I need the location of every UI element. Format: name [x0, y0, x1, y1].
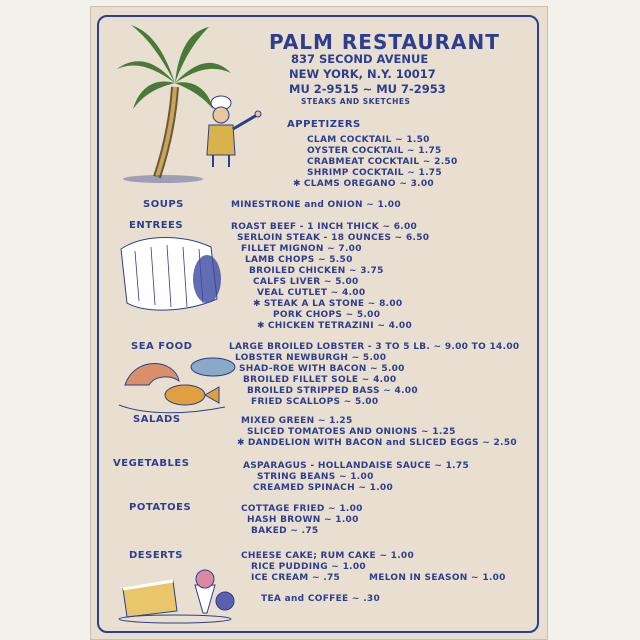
menu-item: ✱ DANDELION WITH BACON and SLICED EGGS ~ 2.50 [237, 438, 517, 448]
menu-item: ICE CREAM ~ .75 [251, 573, 341, 583]
menu-item: CREAMED SPINACH ~ 1.00 [253, 483, 394, 493]
menu-item: FILLET MIGNON ~ 7.00 [241, 244, 362, 254]
menu-item: RICE PUDDING ~ 1.00 [251, 562, 366, 572]
section-title-appetizers: APPETIZERS [287, 119, 361, 130]
menu-item: FRIED SCALLOPS ~ 5.00 [251, 397, 379, 407]
section-title-entrees: ENTREES [129, 220, 184, 231]
menu-item: BROILED FILLET SOLE ~ 4.00 [243, 375, 397, 385]
section-title-salads: SALADS [133, 414, 181, 425]
menu-item: MELON IN SEASON ~ 1.00 [369, 573, 506, 583]
star-marker: ✱ [257, 321, 265, 331]
section-title-potatoes: POTATOES [129, 502, 192, 513]
star-marker: ✱ [253, 299, 261, 309]
menu-item: ✱ CHICKEN TETRAZINI ~ 4.00 [257, 321, 413, 331]
menu-item: ✱ CLAMS OREGANO ~ 3.00 [293, 179, 434, 189]
menu-item: PORK CHOPS ~ 5.00 [273, 310, 381, 320]
menu-item: CHEESE CAKE; RUM CAKE ~ 1.00 [241, 551, 415, 561]
section-title-soups: SOUPS [143, 199, 184, 210]
section-title-vegetables: VEGETABLES [113, 458, 190, 469]
menu-item: SLICED TOMATOES AND ONIONS ~ 1.25 [247, 427, 456, 437]
menu-item: COTTAGE FRIED ~ 1.00 [241, 504, 363, 514]
menu-item: ASPARAGUS - HOLLANDAISE SAUCE ~ 1.75 [243, 461, 469, 471]
roast-beef-icon [115, 229, 225, 319]
star-marker: ✱ [293, 179, 301, 189]
menu-item: BROILED CHICKEN ~ 3.75 [249, 266, 384, 276]
menu-item: CALFS LIVER ~ 5.00 [253, 277, 359, 287]
dessert-icon [115, 555, 245, 625]
menu-item: OYSTER COCKTAIL ~ 1.75 [307, 146, 442, 156]
menu-item: SHRIMP COCKTAIL ~ 1.75 [307, 168, 442, 178]
menu-item: HASH BROWN ~ 1.00 [247, 515, 359, 525]
tagline: STEAKS AND SKETCHES [301, 97, 411, 106]
menu-item: SHAD-ROE WITH BACON ~ 5.00 [239, 364, 405, 374]
section-title-seafood: SEA FOOD [131, 341, 193, 352]
menu-item: MIXED GREEN ~ 1.25 [241, 416, 353, 426]
street-address: 837 SECOND AVENUE [291, 52, 429, 66]
chef-icon [199, 93, 269, 173]
menu-item: CLAM COCKTAIL ~ 1.50 [307, 135, 430, 145]
menu-item: CRABMEAT COCKTAIL ~ 2.50 [307, 157, 458, 167]
menu-card [90, 6, 548, 640]
menu-item: LAMB CHOPS ~ 5.50 [245, 255, 353, 265]
city-address: NEW YORK, N.Y. 10017 [289, 67, 436, 81]
section-title-deserts: DESERTS [129, 550, 183, 561]
restaurant-name: PALM RESTAURANT [269, 30, 500, 54]
menu-item: BAKED ~ .75 [251, 526, 319, 536]
star-marker: ✱ [237, 438, 245, 448]
menu-item: ROAST BEEF - 1 INCH THICK ~ 6.00 [231, 222, 418, 232]
menu-item: SERLOIN STEAK - 18 OUNCES ~ 6.50 [237, 233, 430, 243]
seafood-icon [115, 345, 245, 420]
phone-numbers: MU 2-9515 ~ MU 7-2953 [289, 82, 446, 96]
menu-item: BROILED STRIPPED BASS ~ 4.00 [247, 386, 418, 396]
menu-item: VEAL CUTLET ~ 4.00 [257, 288, 366, 298]
menu-item: STRING BEANS ~ 1.00 [257, 472, 374, 482]
menu-item: LARGE BROILED LOBSTER - 3 TO 5 LB. ~ 9.00 TO 14.00 [229, 342, 520, 352]
menu-item: MINESTRONE and ONION ~ 1.00 [231, 200, 401, 210]
menu-item: LOBSTER NEWBURGH ~ 5.00 [235, 353, 387, 363]
menu-item: ✱ STEAK A LA STONE ~ 8.00 [253, 299, 403, 309]
menu-item: TEA and COFFEE ~ .30 [261, 594, 381, 604]
